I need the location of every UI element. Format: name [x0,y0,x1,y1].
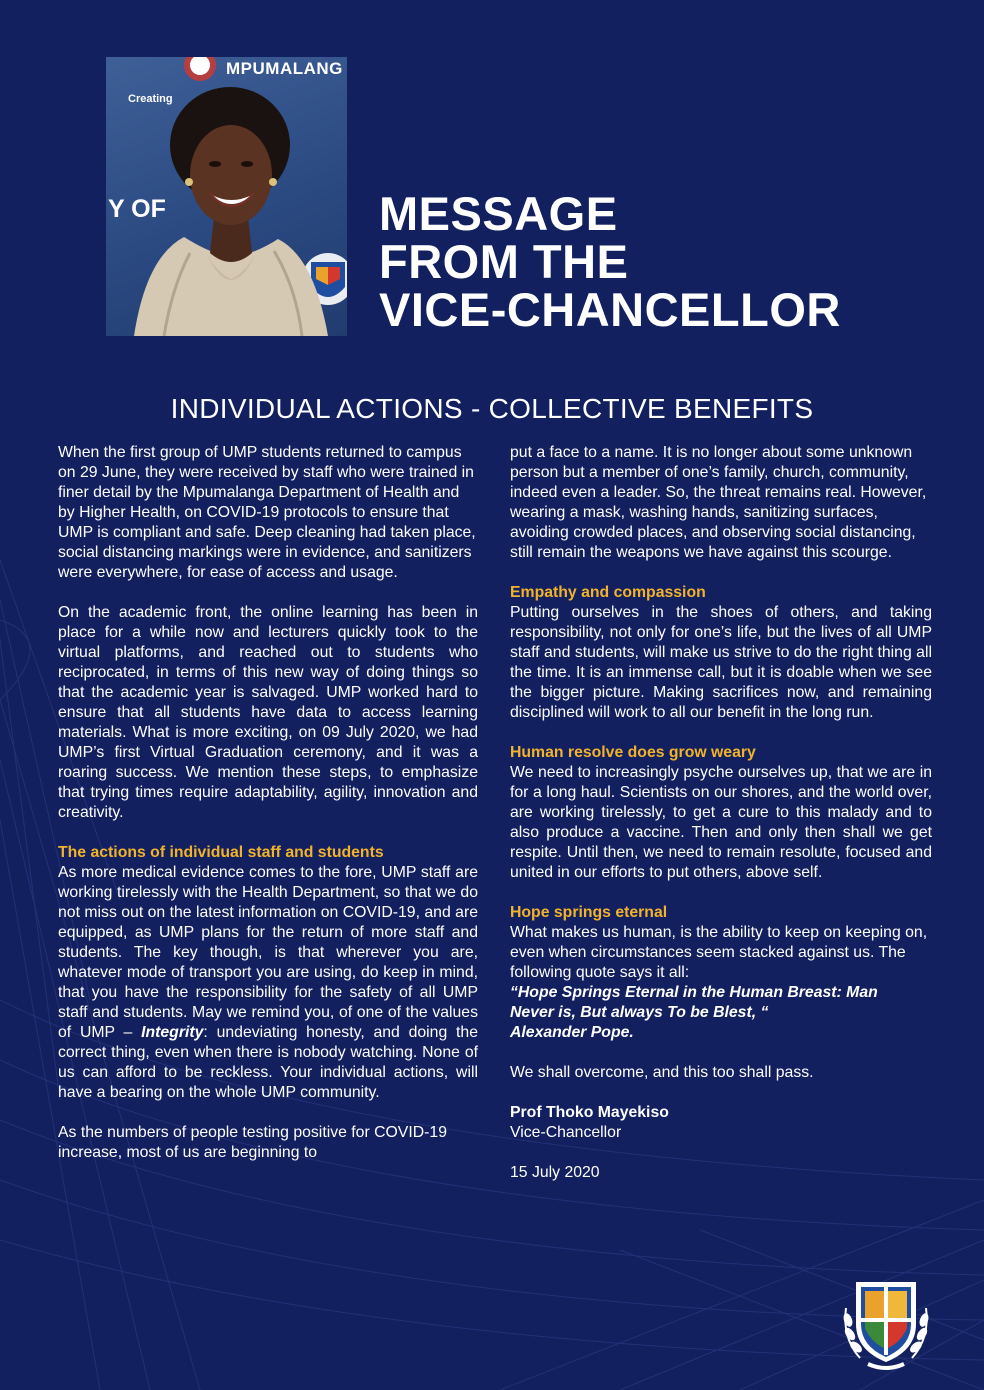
left-column [58,443,478,1183]
quote-attribution: Alexander Pope. [510,1024,634,1041]
quote-line-2: Never is, But always To be Blest, “ [510,1004,769,1021]
paragraph-human-resolve: We need to increasingly psyche ourselves up, that we are in for a long haul. Scientists on our shores, and the world over, are working tirelessly, to get a cure to this malady and to also produce a vaccine. Then and only then shall we get respite. Until then, we need to remain resolute, focused and united in our efforts to put others, above self. [510,764,932,881]
paragraph-testing-positive: As the numbers of people testing positive for COVID-19 increase, most of us are beginning to [58,1124,447,1161]
letter-date: 15 July 2020 [510,1164,600,1181]
signature-block [510,1103,932,1143]
signature-title: Vice-Chancellor [510,1124,622,1141]
title-line-1: MESSAGE [379,187,618,240]
paragraph-individual-actions [58,863,478,1103]
paragraph-individual-actions-text-end: : undeviating honesty, and doing the correct thing, even when there is nobody watching. None of us can afford to be reckless. Your individual actions, will have a bearing on the whole UMP community. [58,1024,478,1101]
heading-hope-springs: Hope springs eternal [510,904,668,921]
vice-chancellor-photo [106,57,347,336]
page-title [379,187,841,336]
paragraph-return-to-campus: When the first group of UMP students returned to campus on 29 June, they were received by staff who were trained in finer detail by the Mpumalanga Department of Health and by Higher Health, on COVID-19 protocols to ensure that UMP is compliant and safe. Deep cleaning had taken place, social distancing markings were in evidence, and sanitizers were everywhere, for ease of access and usage. [58,444,476,581]
backdrop-sign-text: MPUMALANG [226,59,343,78]
heading-individual-actions: The actions of individual staff and students [58,844,384,861]
section-subtitle: INDIVIDUAL ACTIONS - COLLECTIVE BENEFITS [170,393,814,424]
paragraph-academic-front: On the academic front, the online learning has been in place for a while now and lecturers quickly took to the virtual platforms, and reached out to students who reciprocated, in terms of this new way of doing things so that the academic year is salvaged. UMP worked hard to ensure that all students have data to access learning materials. What is more exciting, on 09 July 2020, we had UMP’s first Virtual Graduation ceremony, and it was a roaring success. We mention these steps, to emphasize that trying times require adaptability, agility, innovation and creativity. [58,604,478,821]
title-line-2: FROM THE [379,235,629,288]
right-column [510,443,932,1203]
signature-name: Prof Thoko Mayekiso [510,1104,669,1121]
heading-human-resolve: Human resolve does grow weary [510,744,756,761]
heading-empathy: Empathy and compassion [510,584,706,601]
university-crest-logo [838,1268,934,1372]
quote-block [510,983,932,1043]
quote-line-1: “Hope Springs Eternal in the Human Breast: Man [510,984,878,1001]
integrity-emphasis: Integrity [141,1024,204,1041]
paragraph-face-to-name: put a face to a name. It is no longer about some unknown person but a member of one’s family, church, community, indeed even a leader. So, the threat remains real. However, wearing a mask, washing hands, sanitizing surfaces, avoiding crowded places, and observing social distancing, still remain the weapons we have against this scourge. [510,444,927,561]
title-line-3: VICE-CHANCELLOR [379,283,841,336]
paragraph-hope-springs [510,923,932,983]
paragraph-hope-text: What makes us human, is the ability to keep on keeping on, even when circumstances seem stacked against us. The following quote says it all: [510,924,928,981]
closing-line: We shall overcome, and this too shall pass. [510,1064,814,1081]
paragraph-empathy: Putting ourselves in the shoes of others, and taking responsibility, not only for one’s life, but the lives of all UMP staff and students, will make us strive to do the right thing all the time. It is an immense call, but it is doable when we see the bigger picture. Making sacrifices now, and remaining disciplined will work to all our benefit in the long run. [510,604,932,721]
portrait-figure [106,57,347,336]
backdrop-sign-subtext: Creating [128,93,173,105]
backdrop-sign-lettering: Y OF [108,195,166,223]
paragraph-individual-actions-text: As more medical evidence comes to the fore, UMP staff are working tirelessly with the Health Department, so that we do not miss out on the latest information on COVID-19, and are equipped, as UMP plans for the return of more staff and students. The key though, is that wherever you are, whatever mode of transport you are using, do keep in mind, that you have the responsibility for the safety of all UMP staff and students. May we remind you, of one of the values of UMP – [58,864,478,1041]
